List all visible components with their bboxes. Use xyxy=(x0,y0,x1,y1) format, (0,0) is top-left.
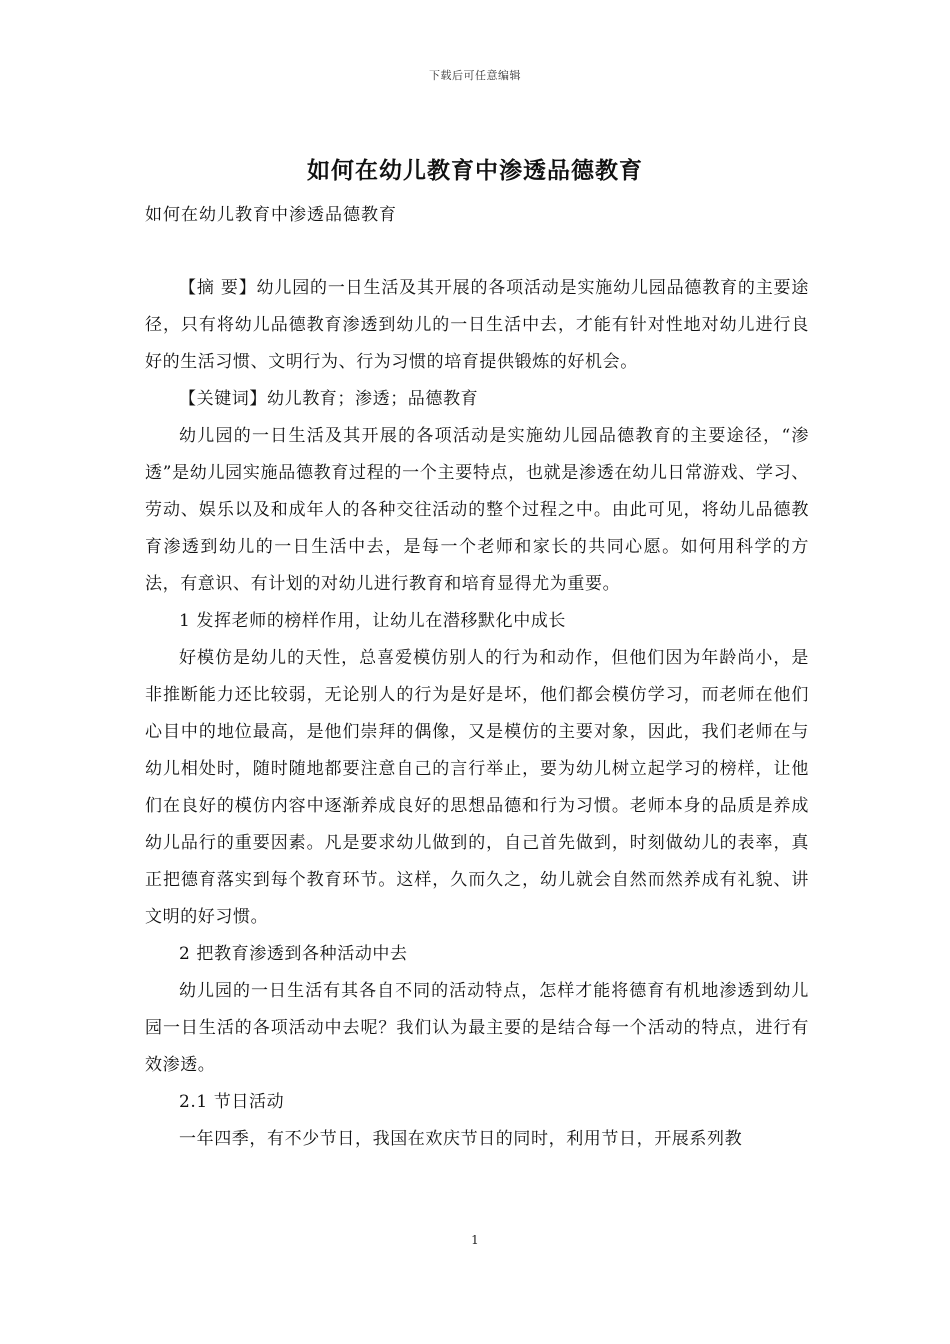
section-1-paragraph: 好模仿是幼儿的天性，总喜爱模仿别人的行为和动作，但他们因为年龄尚小，是非推断能力还比较弱，无论别人的行为是好是坏，他们都会模仿学习，而老师在他们心目中的地位最高，是他们崇拜的偶像，又是模仿的主要对象，因此，我们老师在与幼儿相处时，随时随地都要注意自己的言行举止，要为幼儿树立起学习的榜样，让他们在良好的模仿内容中逐渐养成良好的思想品德和行为习惯。老师本身的品质是养成幼儿品行的重要因素。凡是要求幼儿做到的，自己首先做到，时刻做幼儿的表率，真正把德育落实到每个教育环节。这样，久而久之，幼儿就会自然而然养成有礼貌、讲文明的好习惯。 xyxy=(145,648,809,927)
intro-paragraph: 幼儿园的一日生活及其开展的各项活动是实施幼儿园品德教育的主要途径，“渗透”是幼儿园实施品德教育过程的一个主要特点，也就是渗透在幼儿日常游戏、学习、劳动、娱乐以及和成年人的各种交往活动的整个过程之中。由此可见，将幼儿品德教育渗透到幼儿的一日生活中去，是每一个老师和家长的共同心愿。如何用科学的方法，有意识、有计划的对幼儿进行教育和培育显得尤为重要。 xyxy=(145,426,809,594)
section-heading-1: 1 发挥老师的榜样作用，让幼儿在潜移默化中成长 xyxy=(179,611,567,631)
keywords-paragraph: 【关键词】幼儿教育；渗透；品德教育 xyxy=(179,389,479,409)
page-number: 1 xyxy=(471,1233,479,1247)
subsection-2-1-paragraph: 一年四季，有不少节日，我国在欢庆节日的同时，利用节日，开展系列教 xyxy=(179,1129,743,1149)
section-2-paragraph: 幼儿园的一日生活有其各自不同的活动特点，怎样才能将德育有机地渗透到幼儿园一日生活的各项活动中去呢？我们认为最主要的是结合每一个活动的特点，进行有效渗透。 xyxy=(145,981,809,1075)
subsection-heading-2-1: 2.1 节日活动 xyxy=(179,1092,285,1112)
document-subtitle: 如何在幼儿教育中渗透品德教育 xyxy=(145,205,397,225)
abstract-paragraph: 【摘 要】幼儿园的一日生活及其开展的各项活动是实施幼儿园品德教育的主要途径，只有将幼儿品德教育渗透到幼儿的一日生活中去，才能有针对性地对幼儿进行良好的生活习惯、文明行为、行为习惯的培育提供锻炼的好机会。 xyxy=(145,278,809,372)
section-heading-2: 2 把教育渗透到各种活动中去 xyxy=(179,944,408,964)
document-body xyxy=(145,270,809,1158)
header-note: 下载后可任意编辑 xyxy=(429,69,521,82)
document-title: 如何在幼儿教育中渗透品德教育 xyxy=(307,158,643,184)
